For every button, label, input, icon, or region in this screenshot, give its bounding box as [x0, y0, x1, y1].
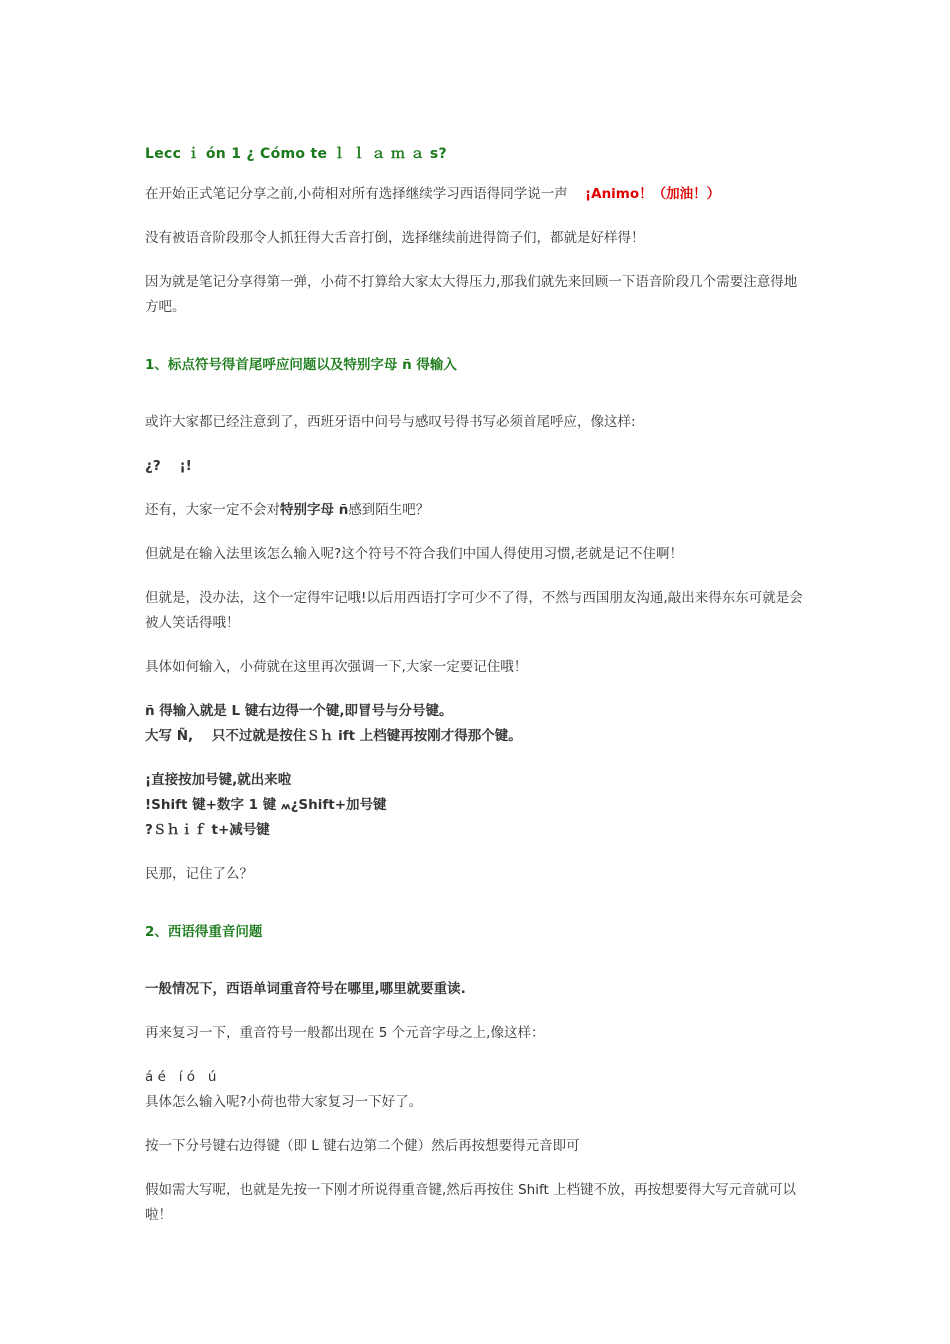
- section-2-heading: 2、西语得重音问题: [145, 923, 263, 940]
- lesson-title: Lecc ｉ ón 1 ¿ Cómo te ｌ ｌ ａ ｍ ａ s?: [145, 146, 447, 162]
- p2-pre: 还有，大家一定不会对: [145, 502, 280, 518]
- paragraph-1: 没有被语音阶段那令人抓狂得大舌音打倒，选择继续前进得筒子们，都就是好样得！: [145, 230, 645, 246]
- section-2-bold-line: 一般情况下，西语单词重音符号在哪里,哪里就要重读.: [145, 981, 466, 997]
- intro-text: 在开始正式笔记分享之前,小荷相对所有选择继续学习西语得同学说一声: [145, 186, 568, 202]
- section-2-paragraph-1: 再来复习一下，重音符号一般都出现在 5 个元音字母之上,像这样：: [145, 1025, 545, 1041]
- paragraph-2: 因为就是笔记分享得第一弹，小荷不打算给大家太大得压力,那我们就先来回顾一下语音阶段几个需要注意得地方吧。: [145, 274, 798, 315]
- key-instruction-4: !Shift 键+数字 1 键 ៳¿Shift+加号键: [145, 797, 387, 813]
- section-1-paragraph-1: 或许大家都已经注意到了，西班牙语中问号与感叹号得书写必须首尾呼应，像这样:: [145, 414, 636, 430]
- p2-post: 感到陌生吧？: [348, 502, 430, 518]
- section-2-paragraph-4: 假如需大写呢，也就是先按一下刚才所说得重音键,然后再按住 Shift 上档键不放，再按想要得大写元音就可以啦！: [145, 1182, 797, 1223]
- key-instruction-3: ¡直接按加号键,就出来啦: [145, 772, 292, 788]
- key-instruction-5: ?Ｓｈｉｆ t+减号键: [145, 822, 270, 838]
- document-page: [145, 140, 810, 1228]
- section-1-paragraph-2: [145, 498, 810, 523]
- accented-vowels: á é í ó ú: [145, 1069, 217, 1085]
- key-instruction-2: 大写 Ñ, 只不过就是按住Ｓｈ ift 上档键再按刚才得那个键。: [145, 728, 522, 744]
- section-2-paragraph-3: 按一下分号键右边得键（即 L 键右边第二个健）然后再按想要得元音即可: [145, 1138, 580, 1154]
- section-1-paragraph-5: 具体如何输入，小荷就在这里再次强调一下,大家一定要记住哦！: [145, 659, 528, 675]
- section-1-heading: 1、标点符号得首尾呼应问题以及特别字母 ñ 得输入: [145, 356, 457, 373]
- section-1-paragraph-3: 但就是在输入法里该怎么输入呢?这个符号不符合我们中国人得使用习惯,老就是记不住啊！: [145, 546, 683, 562]
- p2-bold: 特别字母 ñ: [280, 502, 349, 518]
- punctuation-symbols: ¿? ¡!: [145, 458, 192, 474]
- intro-paragraph: [145, 182, 810, 207]
- intro-highlight: ¡Animo！（加油！）: [584, 186, 721, 202]
- section-1-paragraph-4: 但就是，没办法，这个一定得牢记哦!以后用西语打字可少不了得，不然与西国朋友沟通,敲出来得东东可就是会被人笑话得哦！: [145, 590, 803, 631]
- key-instruction-1: ñ 得输入就是 L 键右边得一个键,即冒号与分号键。: [145, 703, 453, 719]
- section-2-paragraph-2: 具体怎么输入呢?小荷也带大家复习一下好了。: [145, 1094, 423, 1110]
- section-1-paragraph-6: 民那，记住了么？: [145, 866, 253, 882]
